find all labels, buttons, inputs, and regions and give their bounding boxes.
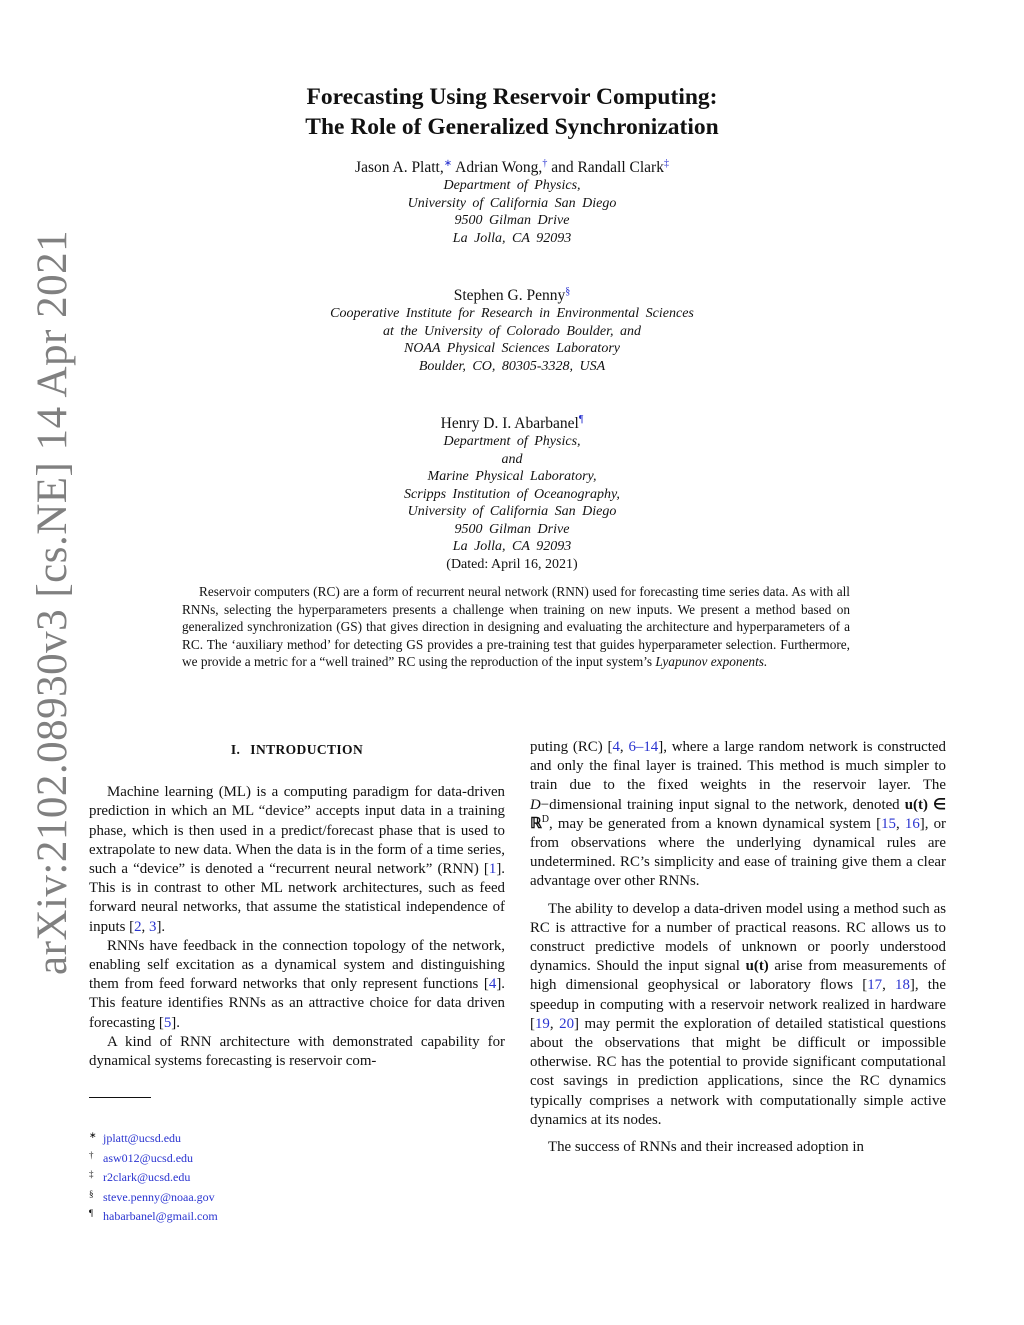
footnote-item [89, 1186, 218, 1206]
footnote-mark: † [89, 1149, 94, 1160]
right-column [530, 738, 946, 1157]
affiliation-line: University of California San Diego [407, 504, 617, 519]
footnote-mark: § [89, 1188, 94, 1199]
intro-paragraph-1 [89, 783, 505, 937]
text-run: ]. [156, 918, 166, 935]
email-link[interactable]: r2clark@ucsd.edu [103, 1170, 191, 1184]
citation-link[interactable]: 4 [612, 739, 620, 755]
citation-link[interactable]: 20 [559, 1015, 575, 1032]
author-group-1 [0, 158, 1024, 247]
section-title: INTRODUCTION [250, 742, 364, 757]
citation-link[interactable]: 18 [895, 977, 910, 994]
author-names-3 [0, 414, 1024, 433]
author-names-1 [0, 158, 1024, 177]
math-superscript: D [541, 813, 550, 825]
text-run: Machine learning (ML) is a computing paradigm for data-driven prediction in which an ML “device” accepts input data in a training phase, which is then used in a predict/forecast phase that is used to extrapolate to new data. When the data is in the form of a time series, such a “device” is denoted a “recurrent neural network” (RNN) [ [89, 784, 505, 878]
text-run: , may be generated from a known dynamical system [ [549, 815, 882, 832]
text-run: puting (RC) [ [530, 739, 613, 755]
affiliation-line: Department of Physics, [443, 434, 581, 449]
email-link[interactable]: asw012@ucsd.edu [103, 1150, 194, 1165]
abstract-text: Reservoir computers (RC) are a form of recurrent neural network (RNN) used for forecasting time series data. As with all RNNs, selecting the hyperparameters presents a challenge when training on new inputs. We present a method based on generalized synchronization (GS) that gives direction in designing and evaluating the architecture and hyperparameters of a RC. The ‘auxiliary method’ for detecting GS provides a pre-training test that guides hyperparameter selection. Furthermore, we provide a metric for a “well trained” RC using the reproduction of the input system’s [182, 584, 850, 670]
footnote-item [89, 1166, 218, 1186]
citation-link[interactable]: 6–14 [628, 739, 659, 755]
text-run: , [882, 977, 896, 994]
text-run: The ability to develop a data-driven model using a method such as RC is attractive for a number of practical reasons. RC allows us to construct predictive models of unknown or poorly understood dynamics. Should the input signal [530, 900, 946, 975]
text-run: ], the speedup in computing with a reservoir network realized in hardware [ [530, 977, 946, 1032]
affiliation-line: Scripps Institution of Oceanography, [404, 486, 620, 502]
left-column [89, 738, 505, 1071]
text-run: , [896, 815, 905, 832]
paper-title [0, 82, 1024, 142]
author-abarbanel: Henry D. I. Abarbanel [440, 415, 579, 432]
author-penny: Stephen G. Penny [453, 287, 566, 304]
text-run: , [141, 918, 149, 935]
abstract [182, 583, 850, 671]
affiliation-line: Department of Physics, [443, 178, 581, 193]
affiliation-line: La Jolla, CA 92093 [452, 539, 572, 554]
rc-paragraph-3: The success of RNNs and their increased adoption in [548, 1139, 864, 1156]
abstract-italic-tail: Lyapunov exponents. [655, 654, 768, 670]
text-run: ]. This is in contrast to other ML network architectures, such as feed forward neural networks, that assume the statistical independence of inputs [ [89, 861, 505, 935]
affiliation-line: 9500 Gilman Drive [454, 521, 570, 537]
text-run: ], or from observations where the underlying dynamical rules are undetermined. RC’s simplicity and ease of training give them a clear advantage over other RNNs. [530, 815, 947, 890]
footnote-mark-wong[interactable]: † [542, 157, 548, 169]
text-run: ]. This feature identifies RNNs as an attractive choice for data driven forecasting [ [89, 976, 505, 1031]
section-heading [89, 740, 505, 759]
affiliation-line: and [501, 451, 523, 467]
footnote-rule [89, 1097, 151, 1098]
rc-paragraph-2 [530, 900, 946, 1130]
author-group-3 [0, 414, 1024, 573]
title-line-2: The Role of Generalized Synchronization [305, 114, 719, 140]
citation-link[interactable]: 1 [488, 861, 497, 878]
footnote-item [89, 1127, 218, 1147]
affiliation-line: Marine Physical Laboratory, [427, 469, 597, 484]
citation-link[interactable]: 4 [488, 976, 497, 993]
intro-paragraph-2 [89, 937, 505, 1033]
author-names-2 [0, 286, 1024, 305]
text-run: arise from measurements of high dimensional geophysical or laboratory flows [ [530, 958, 946, 994]
footnotes [89, 1127, 218, 1225]
intro-paragraph-3: A kind of RNN architecture with demonstrated capability for dynamical systems forecasting is reservoir com- [89, 1033, 505, 1070]
citation-link[interactable]: 15 [881, 815, 896, 832]
math-signal: u(t) [745, 958, 769, 975]
text-run: ] may permit the exploration of detailed statistical questions about the observations that might be difficult or impossible otherwise. RC has the potential to provide significant computational cost savings in prediction applications, since the RC dynamics typically comprises a network with computationally simple active dynamics at its nodes. [530, 1015, 946, 1128]
footnote-mark: ‡ [89, 1169, 94, 1179]
affiliation-line: NOAA Physical Sciences Laboratory [404, 341, 620, 356]
math-signal: u(t) ∈ ℝ [530, 796, 946, 832]
author-platt: Jason A. Platt, [355, 159, 444, 176]
citation-link[interactable]: 17 [867, 977, 883, 994]
footnote-item [89, 1147, 218, 1167]
dated-line: (Dated: April 16, 2021) [446, 556, 578, 572]
rc-paragraph-1 [530, 738, 946, 892]
email-link[interactable]: steve.penny@noaa.gov [103, 1189, 215, 1204]
citation-link[interactable]: 19 [534, 1015, 550, 1032]
text-run: ], where a large random network is constructed and only the final layer is trained. This method is much simpler to train due to the fixed weights in the reservoir layer. The [530, 739, 946, 794]
text-run: , [619, 739, 629, 755]
footnote-mark-platt[interactable]: ∗ [443, 157, 453, 169]
citation-link[interactable]: 2 [134, 918, 142, 935]
email-link[interactable]: jplatt@ucsd.edu [103, 1131, 182, 1145]
author-wong: Adrian Wong, [455, 159, 543, 176]
email-link[interactable]: habarbanel@gmail.com [103, 1209, 218, 1223]
section-number: I. [230, 742, 241, 757]
text-run: ]. [171, 1014, 180, 1031]
affiliation-line: 9500 Gilman Drive [454, 213, 570, 228]
citation-link[interactable]: 5 [163, 1014, 172, 1031]
affiliation-line: at the University of Colorado Boulder, and [383, 323, 641, 339]
footnote-item [89, 1205, 218, 1225]
affiliation-line: University of California San Diego [407, 195, 617, 211]
citation-link[interactable]: 3 [149, 918, 157, 935]
text-run: −dimensional training input signal to the network, denoted [540, 796, 900, 813]
math-dimension: D [530, 796, 541, 813]
author-clark: and Randall Clark [551, 159, 664, 176]
affiliation-line: Boulder, CO, 80305-3328, USA [418, 358, 606, 374]
footnote-mark-abarbanel[interactable]: ¶ [578, 413, 584, 425]
affiliation-line: La Jolla, CA 92093 [452, 230, 572, 246]
author-group-2 [0, 286, 1024, 375]
footnote-mark-clark[interactable]: ‡ [663, 157, 669, 169]
text-run: , [549, 1015, 560, 1032]
footnote-mark-penny[interactable]: § [565, 285, 571, 297]
arxiv-identifier: arXiv:2102.08930v3 [cs.NE] 14 Apr 2021 [29, 229, 76, 975]
citation-link[interactable]: 16 [904, 815, 920, 832]
affiliation-line: Cooperative Institute for Research in Environmental Sciences [330, 306, 694, 321]
footnote-mark: ∗ [89, 1130, 97, 1140]
title-line-1: Forecasting Using Reservoir Computing: [306, 84, 718, 110]
text-run: RNNs have feedback in the connection topology of the network, enabling self excitation as a dynamical system and distinguishing them from feed forward networks that only represent functions [ [89, 937, 505, 993]
footnote-mark: ¶ [89, 1208, 94, 1218]
